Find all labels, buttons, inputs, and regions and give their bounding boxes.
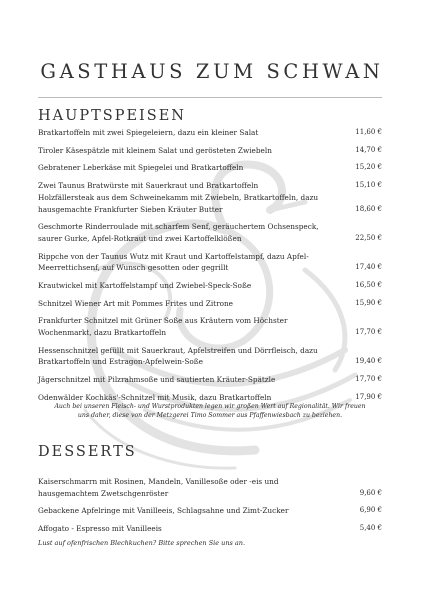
- item-price: 5,40 €: [359, 524, 382, 533]
- item-name: Bratkartoffeln mit zwei Spiegeleiern, dazu ein kleiner Salat: [38, 128, 259, 137]
- regional-note: [38, 402, 382, 420]
- note-line: Auch bei unseren Fleisch- und Wurstprodukten legen wir großen Wert auf Regionalität. Wir freuen: [54, 403, 366, 410]
- list-item: [38, 505, 382, 517]
- item-name: Frankfurter Schnitzel mit Grüner Soße aus Kräutern vom Höchster Wochenmarkt, dazu Bratkartoffeln: [38, 316, 288, 338]
- section-heading-hauptspeisen: HAUPTSPEISEN: [38, 108, 186, 124]
- item-name: Zwei Taunus Bratwürste mit Sauerkraut und Bratkartoffeln: [38, 181, 259, 191]
- item-price: 17,70 €: [355, 328, 382, 337]
- list-item: [38, 221, 382, 244]
- note-line: uns daher, diese von der Metzgerei Timo Sommer aus Pfaffenwiesbach zu beziehen.: [77, 412, 343, 419]
- item-price: 11,60 €: [355, 128, 382, 136]
- item-name: Affogato - Espresso mit Vanilleeis: [38, 524, 162, 534]
- title-divider: [38, 97, 382, 98]
- item-name: Gebackene Apfelringe mit Vanilleeis, Schlagsahne und Zimt-Zucker: [38, 506, 289, 516]
- item-price: 6,90 €: [359, 506, 382, 515]
- section-heading-desserts: DESSERTS: [38, 444, 137, 460]
- hauptspeisen-list: [38, 127, 382, 404]
- list-item: [38, 251, 382, 274]
- restaurant-title: GASTHAUS ZUM SCHWAN: [40, 60, 384, 83]
- item-price: 19,40 €: [355, 357, 382, 366]
- list-item: [38, 162, 382, 174]
- list-item: [38, 345, 382, 368]
- item-price: 17,90 €: [355, 392, 382, 401]
- item-price: 15,10 €: [355, 181, 382, 190]
- item-name: Tiroler Käsespätzle mit kleinem Salat und gerösteten Zwiebeln: [38, 145, 272, 155]
- item-price: 17,70 €: [355, 375, 382, 384]
- item-price: 15,20 €: [355, 163, 382, 172]
- list-item: [38, 315, 382, 338]
- item-name: Gebratener Leberkäse mit Spiegelei und Bratkartoffeln: [38, 163, 244, 173]
- desserts-list: [38, 476, 382, 535]
- item-name: Geschmorte Rinderroulade mit scharfem Senf, geräuchertem Ochsenspeck, saurer Gurke, Apfel-Rotkraut und zwei Kartoffelklößen: [38, 222, 319, 243]
- item-price: 17,40 €: [355, 263, 382, 272]
- item-name: Jägerschnitzel mit Pilzrahmsoße und sautierten Kräuter-Spätzle: [38, 375, 276, 385]
- item-name: Odenwälder Kochkäs'-Schnitzel mit Musik, dazu Bratkartoffeln: [38, 392, 272, 402]
- list-item: [38, 192, 382, 215]
- item-name: Schnitzel Wiener Art mit Pommes Frites und Zitrone: [38, 298, 233, 308]
- list-item: [38, 145, 382, 157]
- item-price: 18,60 €: [355, 204, 382, 213]
- item-price: 14,70 €: [355, 145, 382, 154]
- list-item: [38, 523, 382, 535]
- item-name: Hessenschnitzel gefüllt mit Sauerkraut, Apfelstreifen und Dörrfleisch, dazu Bratkartoffeln und Estragon-Apfelwein-Soße: [38, 345, 318, 367]
- list-item: [38, 180, 382, 192]
- item-name: Kaiserschmarrn mit Rosinen, Mandeln, Vanillesoße oder -eis und hausgemachtem Zwetschgenröster: [38, 477, 279, 498]
- item-price: 9,60 €: [359, 488, 382, 497]
- blechkuchen-footer: Lust auf ofenfrischen Blechkuchen? Bitte sprechen Sie uns an.: [38, 539, 246, 547]
- item-price: 15,90 €: [355, 298, 382, 307]
- list-item: [38, 280, 382, 292]
- list-item: [38, 127, 382, 139]
- item-name: Holzfällersteak aus dem Schweinekamm mit Zwiebeln, Bratkartoffeln, dazu hausgemachte Frankfurter Sieben Kräuter Butter: [38, 192, 319, 214]
- item-price: 16,50 €: [355, 280, 382, 289]
- list-item: [38, 298, 382, 310]
- item-name: Rippche von der Taunus Wutz mit Kraut und Kartoffelstampf, dazu Apfel-Meerrettichsenf, auf Wunsch gesotten oder gegrillt: [38, 251, 309, 273]
- item-name: Krautwickel mit Kartoffelstampf und Zwiebel-Speck-Soße: [38, 280, 252, 290]
- list-item: [38, 374, 382, 386]
- item-price: 22,50 €: [355, 233, 382, 242]
- list-item: [38, 476, 382, 499]
